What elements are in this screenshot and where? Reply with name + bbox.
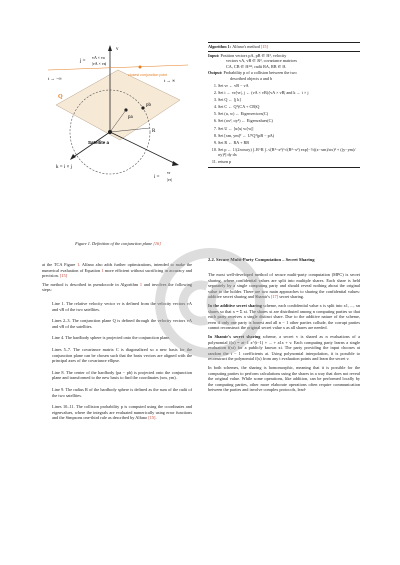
- j-top-label: v: [116, 47, 119, 52]
- citation-link[interactable]: [15]: [148, 415, 156, 421]
- text-run: scheme, each confidential value x is split into x1, ..., xn shares so that x = Σ xi. The shares xi are distributed among n computing parties so that each party receives a single distinct share. Due to the additive nature of the scheme, even if only one party is honest and all n − 1 other parties collude, the corrupt parties cannot reconstruct the original secret value x as all shares are needed.: [208, 302, 360, 331]
- output-line: Probability p of a collision between the two: [223, 70, 297, 75]
- left-column-text: [42, 262, 192, 427]
- i-expr-num: vr: [167, 170, 171, 175]
- algorithm-line: 6. Set (σx², σy²) ← Eigenvalues(C): [218, 118, 360, 124]
- algorithm-input: [208, 53, 360, 70]
- algorithm-line: 3. Set Q ← [j k]: [218, 97, 360, 103]
- method-paragraph: [42, 282, 192, 293]
- figure-ref-link[interactable]: 1: [77, 262, 80, 267]
- algorithm-title: [208, 43, 360, 51]
- satellite-label: Satellite a: [88, 140, 110, 145]
- shamir-sharing-paragraph: [208, 334, 360, 362]
- section-heading: 2.2. Secure Multi-Party Computation – Secret Sharing: [208, 257, 315, 262]
- k-label: k = i × j: [56, 165, 72, 170]
- text-run: at the TCA Figure: [42, 262, 78, 267]
- q-label: Q: [58, 94, 63, 100]
- conjunction-plane-diagram: [48, 40, 188, 235]
- citation-link[interactable]: [15]: [59, 273, 68, 279]
- algorithm-line: 1. Set vr ← vB − vA: [218, 83, 360, 89]
- algorithm-label: Algorithm 1:: [208, 44, 233, 49]
- step-item: Lines 10–11. The collision probability p is computed using the coordinates and eigenvalues, where the integrals are evaluated numerically using error functions and the Simpsons one-third rule as described by Alfano [15].: [52, 404, 192, 421]
- input-line: vectors vA, vB ∈ ℝ³, covariance matrices: [226, 58, 298, 63]
- closest-point-marker: [139, 66, 142, 69]
- k-arrowhead: [70, 154, 76, 160]
- paragraph-lead: In the additive secret sharing: [208, 302, 262, 308]
- algorithm-line: 10. Set p ← 1/(2πσxσy) ∫₋R^R ∫₋√(R²−x²)^√(R²−x²) exp[−½((x−xm)/σx)² + ((y−ym)/σy)²] dy dx: [218, 147, 360, 158]
- text-run: Lines 10–11. The collision probability p is computed using the coordinates and eigenvalues, where the integrals are evaluated numerically using error functions and the Simpsons one-third rule as described by Alfano: [52, 404, 192, 421]
- t-minus-label: t → −∞: [48, 76, 62, 81]
- algorithm-citation-link[interactable]: [15]: [260, 44, 268, 49]
- algorithm-line: 8. Set [xm, ym]ᵀ ← UᵀQᵀ(pB − pA): [218, 133, 360, 139]
- algorithm-output: [208, 70, 360, 81]
- input-line: CA, CB ∈ ℝ³ˣ³, radii RA, RB ∈ ℝ: [226, 63, 286, 69]
- additive-sharing-paragraph: [208, 303, 360, 331]
- step-item: Line 8. The center of the hardbody (pa − pb) is projected onto the conjunction plane and transformed to the new basis to find the coordinates (xm, ym).: [52, 369, 192, 381]
- input-label: Input:: [208, 52, 220, 58]
- algorithm-line: 5. Set (u, w) ← Eigenvectors(C): [218, 111, 360, 117]
- j-label: j =: [80, 59, 86, 64]
- steps-list: [42, 301, 192, 421]
- output-line: described objects a and b: [230, 75, 273, 81]
- step-item: Line 9. The radius R of the hardbody sphere is defined as the sum of the radii of the two satellites.: [52, 386, 192, 398]
- pb-label: pb: [146, 103, 151, 108]
- input-line: Position vectors pA, pB ∈ ℝ³, velocity: [220, 52, 287, 58]
- conjunction-plane-q: [56, 70, 180, 140]
- algorithm-box: [208, 42, 360, 168]
- algorithm-ref-link[interactable]: 1: [139, 281, 143, 287]
- r-label: R: [152, 129, 156, 134]
- i-label: i =: [154, 175, 160, 180]
- j-expr-num: vA × va: [92, 55, 105, 60]
- conjunction-plane-figure: [48, 40, 188, 240]
- caption-citation-link[interactable]: [16]: [153, 241, 161, 246]
- intro-paragraph: [42, 262, 192, 279]
- output-label: Output:: [208, 70, 223, 75]
- i-axis: [110, 132, 176, 164]
- text-run: secret sharing.: [278, 294, 305, 300]
- pb-point: [141, 106, 144, 109]
- text-run: more efficient without sacrificing in accuracy and precision.: [42, 267, 192, 279]
- trajectory-line: [48, 65, 188, 70]
- algorithm-line: 9. Set R ← RA + RB: [218, 140, 360, 146]
- algorithm-line: 7. Set U ← [u/|u| w/|w|]: [218, 126, 360, 132]
- satellite-a-marker: [108, 130, 112, 134]
- mpc-intro-paragraph: [208, 272, 360, 300]
- algorithm-line: 2. Set i ← vr/|vr|, j ← (vA × vB)/|vA × vB| and k ← i × j: [218, 90, 360, 96]
- text-run: scheme, a secret v is shared as n evaluations of a polynomial f(x) = at−1 x^(t−1) + ... + a1x + v. Each computing party learns a single evaluation f(xi) for a publicly known xi. The party providing the input chooses at random the t − 1 coefficients ai. Using polynomial interpolation, it is possible to reconstruct the polynomial f(x) from any t evaluation points and learn the secret v.: [208, 333, 360, 362]
- j-expr-den: |vA × va|: [92, 61, 107, 66]
- text-run: The most well-developed method of secure multi-party computation (MPC) is secret sharing, where confidential values are split into multiple shares. Each share is held separately by a single computing party and should reveal nothing about the original value to the holder. There are two main approaches to sharing the confidential values: additive secret sharing and Shamir's: [208, 272, 360, 300]
- step-item: Lines 5–7. The covariance matrix C is diagonalized so a new basis for the conjunction plane can be chosen such that the basis vectors are aligned with the principal axes of the covariance ellipse.: [52, 346, 192, 364]
- figure-caption: [48, 241, 188, 247]
- step-item: Line 1. The relative velocity vector vr is defined from the velocity vectors vA and vB of the two satellites.: [52, 300, 192, 312]
- algorithm-bottom-rule: [208, 167, 360, 168]
- closest-point-label: closest conjunction point: [128, 73, 168, 77]
- algorithm-line: 11. return p: [218, 159, 360, 165]
- i-expr-den: |vr|: [167, 177, 172, 182]
- pa-label: pa: [128, 115, 133, 120]
- paragraph-lead: In Shamir's secret sharing: [208, 333, 261, 339]
- homomorphic-paragraph: In both schemes, the sharing is homomorphic, meaning that it is possible for the computing parties to perform calculations using the shares in a way that does not reveal the original value. While some operations, like addition, can be performed locally by the computing parties, other more elaborate operations often require communication between the parties and involve complex protocols, lead-: [208, 364, 360, 393]
- j-arrowhead: [108, 45, 112, 51]
- citation-link[interactable]: [17]: [270, 294, 279, 300]
- algorithm-title-rule: [208, 51, 360, 52]
- text-run: The method is described in pseudocode in Algorithm: [42, 281, 140, 287]
- step-item: Line 4. The hardbody sphere is projected onto the conjunction plane.: [52, 335, 171, 341]
- caption-text: Figure 1. Definition of the conjunction plane: [75, 241, 154, 246]
- algorithm-steps: [208, 83, 360, 165]
- equation-ref-link[interactable]: 1: [101, 267, 104, 273]
- algorithm-name: Alfano's method: [232, 44, 261, 49]
- right-column-text: [208, 272, 360, 396]
- step-item: Lines 2–3. The conjunction plane Q is defined through the velocity vectors vA and vB of the satellites.: [52, 318, 192, 329]
- t-plus-label: t → ∞: [164, 78, 176, 83]
- algorithm-line: 4. Set C ← Qᵀ(CA + CB)Q: [218, 104, 360, 110]
- k-axis: [72, 132, 110, 158]
- i-arrowhead: [172, 161, 179, 166]
- text-run: . Alfano also adds further optimizations, intended to make the numerical evaluation of Equation: [42, 262, 192, 273]
- text-run: and involves the following steps:: [42, 281, 192, 293]
